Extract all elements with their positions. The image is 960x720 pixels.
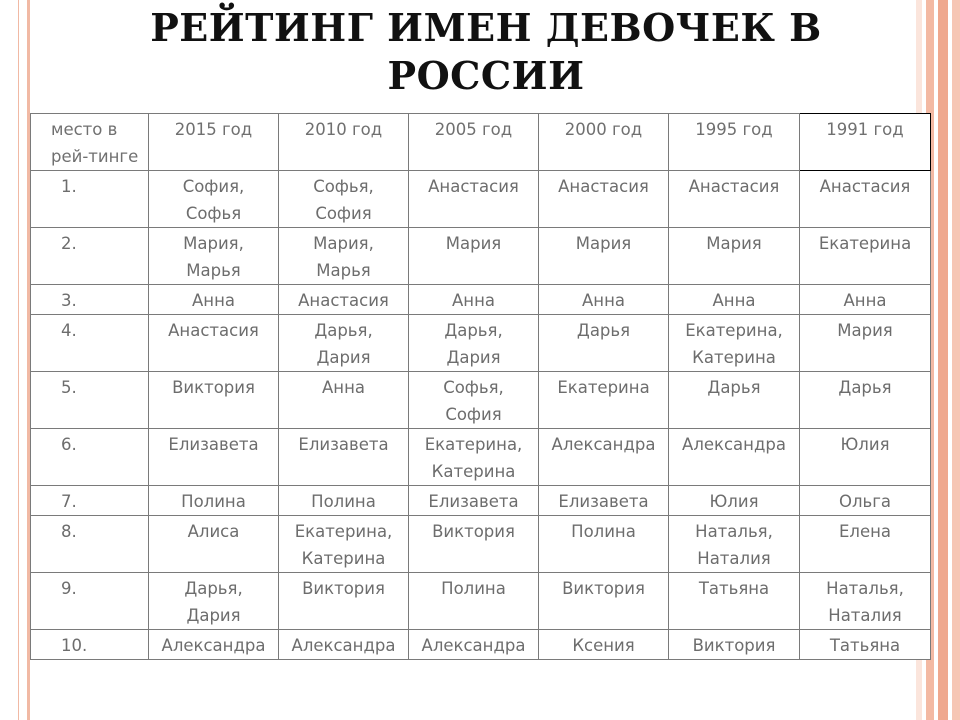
table-cell: Татьяна (800, 630, 931, 660)
table-cell: Наталья, Наталия (669, 516, 800, 573)
header-cell-2000: 2000 год (539, 114, 669, 171)
table-cell: Виктория (149, 372, 279, 429)
table-cell: Алиса (149, 516, 279, 573)
table-header-row (31, 114, 931, 171)
table-cell: Анна (800, 285, 931, 315)
table-cell: Полина (539, 516, 669, 573)
table-cell: Виктория (669, 630, 800, 660)
table-cell: Полина (409, 573, 539, 630)
table-cell: Анна (279, 372, 409, 429)
table-cell: Екатерина, Катерина (279, 516, 409, 573)
table-cell: Анна (669, 285, 800, 315)
table-cell: Ольга (800, 486, 931, 516)
table-row (31, 171, 931, 228)
table-cell: София, Софья (149, 171, 279, 228)
table-cell: Дарья, Дария (149, 573, 279, 630)
table-cell: Юлия (800, 429, 931, 486)
table-cell: Дарья (800, 372, 931, 429)
table-cell: Татьяна (669, 573, 800, 630)
table-cell: Дарья, Дария (279, 315, 409, 372)
table-cell: Анастасия (539, 171, 669, 228)
table-cell: Ксения (539, 630, 669, 660)
table-cell: Мария (409, 228, 539, 285)
place-cell: 1. (31, 171, 149, 228)
table-cell: Полина (149, 486, 279, 516)
table-row (31, 429, 931, 486)
table-cell: Юлия (669, 486, 800, 516)
names-rating-table (30, 113, 930, 660)
table-cell: Наталья, Наталия (800, 573, 931, 630)
place-cell: 7. (31, 486, 149, 516)
table-cell: Александра (279, 630, 409, 660)
table-cell: Екатерина, Катерина (409, 429, 539, 486)
table-cell: Мария, Марья (279, 228, 409, 285)
table-cell: Анастасия (409, 171, 539, 228)
table-row (31, 486, 931, 516)
table-cell: Екатерина, Катерина (669, 315, 800, 372)
table-cell: Дарья (669, 372, 800, 429)
table-row (31, 228, 931, 285)
table-cell: Анна (539, 285, 669, 315)
table-row (31, 630, 931, 660)
table-row (31, 573, 931, 630)
place-cell: 4. (31, 315, 149, 372)
table-cell: Елизавета (409, 486, 539, 516)
table-cell: Анастасия (669, 171, 800, 228)
place-cell: 3. (31, 285, 149, 315)
table-cell: Виктория (539, 573, 669, 630)
place-cell: 5. (31, 372, 149, 429)
header-cell-2005: 2005 год (409, 114, 539, 171)
table-cell: Александра (539, 429, 669, 486)
table-row (31, 372, 931, 429)
slide-left-frame (0, 0, 30, 720)
place-cell: 2. (31, 228, 149, 285)
table-cell: Елизавета (149, 429, 279, 486)
table-cell: Елизавета (279, 429, 409, 486)
table-cell: Софья, София (279, 171, 409, 228)
table-cell: Виктория (409, 516, 539, 573)
header-cell-1995: 1995 год (669, 114, 800, 171)
table-cell: Дарья (539, 315, 669, 372)
table-cell: Екатерина (800, 228, 931, 285)
place-cell: 10. (31, 630, 149, 660)
table-cell: Мария (539, 228, 669, 285)
table-cell: Александра (669, 429, 800, 486)
table-row (31, 285, 931, 315)
place-cell: 8. (31, 516, 149, 573)
header-cell-place: место в рей-тинге (31, 114, 149, 171)
header-cell-1991: 1991 год (800, 114, 931, 171)
table-row (31, 516, 931, 573)
table-cell: Мария (800, 315, 931, 372)
table-cell: Анастасия (149, 315, 279, 372)
table-cell: Мария, Марья (149, 228, 279, 285)
table-cell: Софья, София (409, 372, 539, 429)
table-cell: Александра (409, 630, 539, 660)
table-cell: Виктория (279, 573, 409, 630)
table-cell: Анастасия (279, 285, 409, 315)
place-cell: 6. (31, 429, 149, 486)
table-cell: Елена (800, 516, 931, 573)
place-cell: 9. (31, 573, 149, 630)
table-cell: Анна (149, 285, 279, 315)
header-cell-2015: 2015 год (149, 114, 279, 171)
table-cell: Анна (409, 285, 539, 315)
table-row (31, 315, 931, 372)
slide-title: РЕЙТИНГ ИМЕН ДЕВОЧЕК В РОССИИ (150, 5, 822, 98)
table-cell: Елизавета (539, 486, 669, 516)
table-cell: Анастасия (800, 171, 931, 228)
header-cell-2010: 2010 год (279, 114, 409, 171)
table-cell: Дарья, Дария (409, 315, 539, 372)
table-cell: Мария (669, 228, 800, 285)
table-cell: Екатерина (539, 372, 669, 429)
table-cell: Александра (149, 630, 279, 660)
table-cell: Полина (279, 486, 409, 516)
